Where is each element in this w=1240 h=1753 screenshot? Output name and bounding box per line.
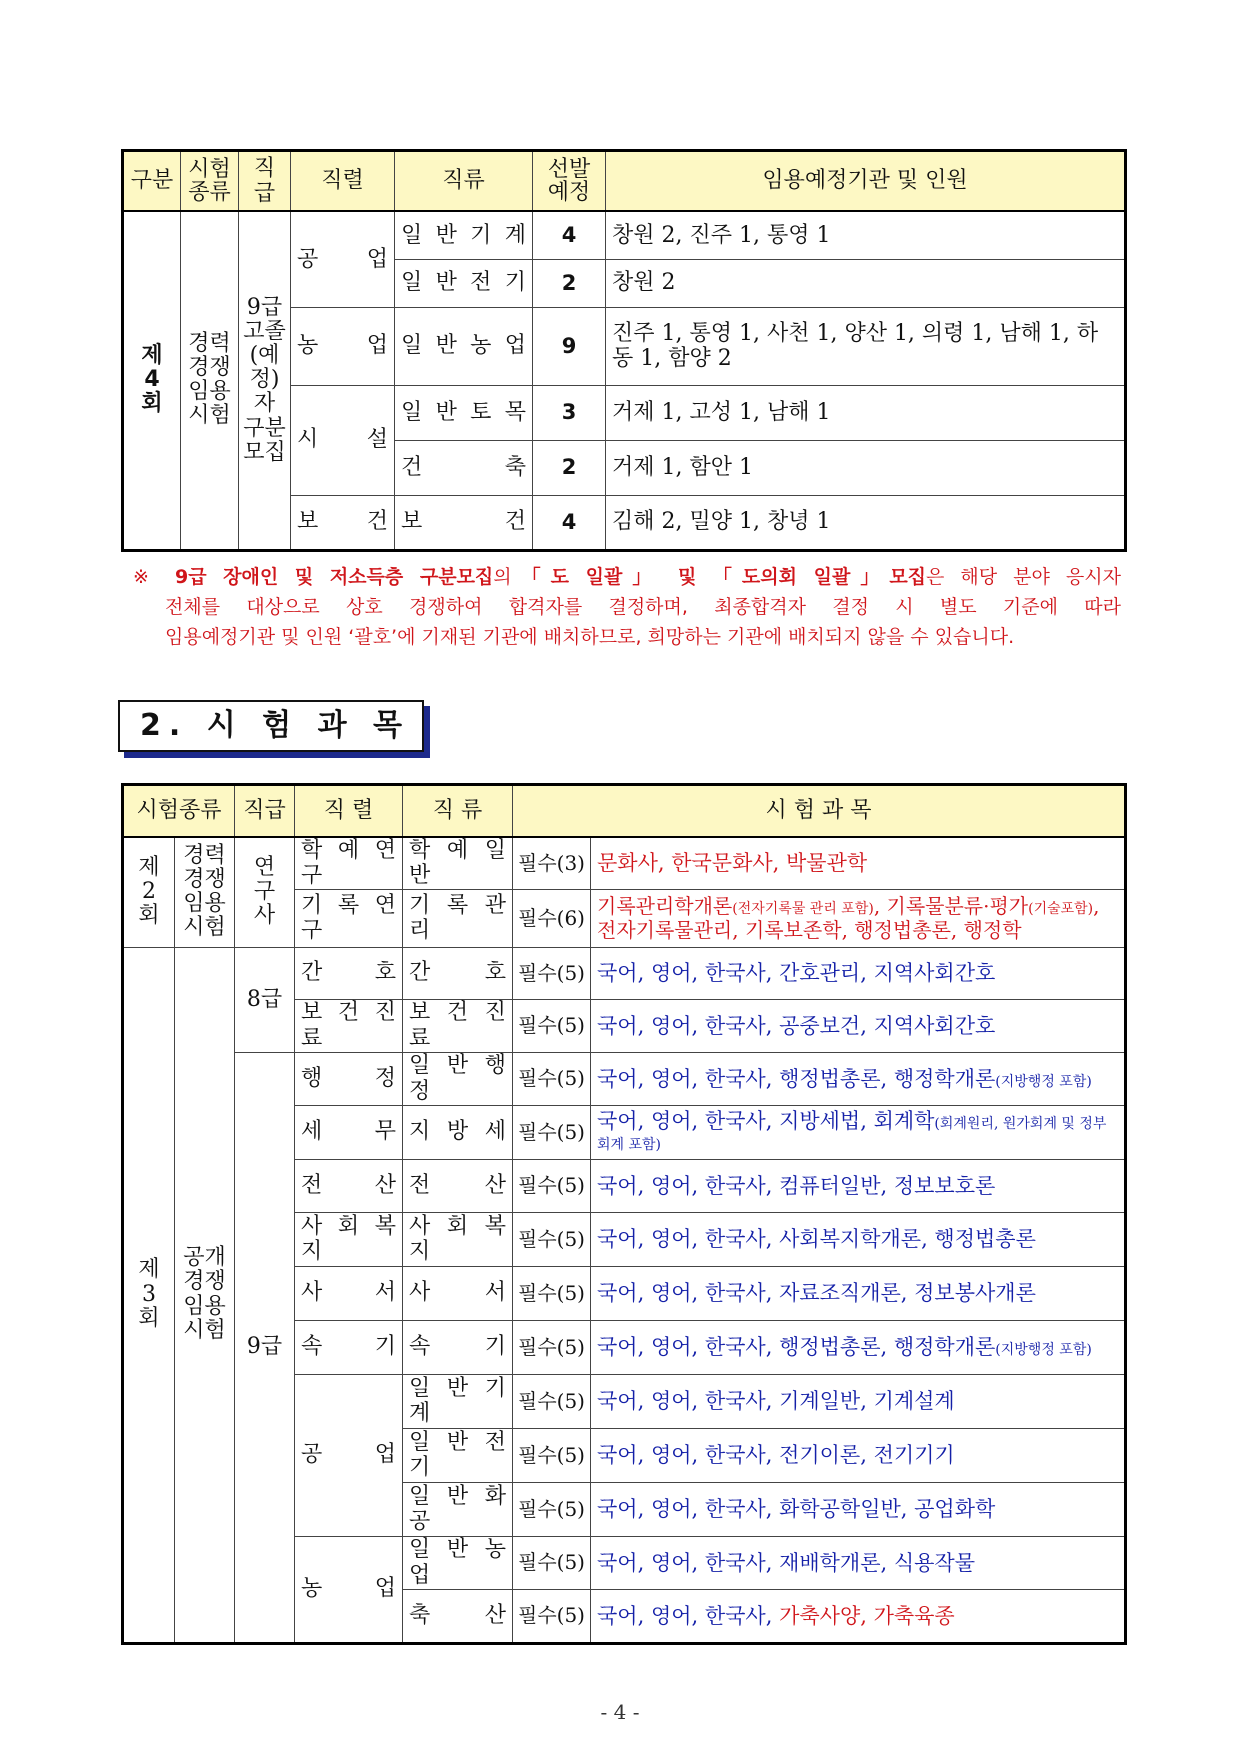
count-cell: 2 [533, 259, 606, 307]
kind-cell: 건 축 [395, 440, 533, 495]
kind-cell: 학 예 일 반 [403, 837, 513, 889]
kind-cell: 보 건 [395, 495, 533, 550]
header-exam-type: 시험 종류 [181, 151, 239, 212]
required-cell: 필수(5) [513, 999, 591, 1052]
table-header-row [123, 785, 1126, 838]
table-row [123, 1052, 1126, 1105]
series-cell: 세 무 [295, 1105, 403, 1159]
table-header-row [123, 151, 1126, 212]
kind-cell: 일 반 농 업 [403, 1536, 513, 1589]
kind-cell: 일 반 화 공 [403, 1482, 513, 1536]
series-cell: 사 서 [295, 1266, 403, 1320]
kind-cell: 속 기 [403, 1320, 513, 1374]
notice-line-1: ※ 9급 장애인 및 저소득층 구분모집의「도 일괄」 및 「도의회 일괄」모집은 해당 분야 응시자 [133, 566, 1121, 588]
kind-cell: 간 호 [403, 947, 513, 999]
table-row [123, 211, 1126, 259]
exam-type-cell: 공개 경쟁 임용 시험 [175, 947, 235, 1643]
kind-cell: 일 반 농 업 [395, 307, 533, 385]
subjects-cell: 국어, 영어, 한국사, 행정법총론, 행정학개론(지방행정 포함) [591, 1052, 1126, 1105]
series-cell: 속 기 [295, 1320, 403, 1374]
subjects-cell: 문화사, 한국문화사, 박물관학 [591, 837, 1126, 889]
series-cell: 행 정 [295, 1052, 403, 1105]
division-cell: 제 2 회 [123, 837, 175, 947]
header-grade: 직급 [239, 151, 291, 212]
header-kind: 직 류 [403, 785, 513, 838]
grade-cell: 연 구 사 [235, 837, 295, 947]
subjects-cell: 국어, 영어, 한국사, 자료조직개론, 정보봉사개론 [591, 1266, 1126, 1320]
agencies-cell: 거제 1, 함안 1 [606, 440, 1126, 495]
table-row [123, 837, 1126, 889]
series-cell: 농 업 [291, 307, 395, 385]
table-row [123, 947, 1126, 999]
subjects-cell: 기록관리학개론(전자기록물 관리 포함), 기록물분류·평가(기술포함), 전자기록물관리, 기록보존학, 행정법총론, 행정학 [591, 889, 1126, 947]
kind-cell: 일 반 전 기 [403, 1428, 513, 1482]
required-cell: 필수(5) [513, 1374, 591, 1428]
count-cell: 3 [533, 385, 606, 440]
series-cell: 시 설 [291, 385, 395, 495]
notice-text [133, 562, 1121, 652]
agencies-cell: 진주 1, 통영 1, 사천 1, 양산 1, 의령 1, 남해 1, 하동 1, 함양 2 [606, 307, 1126, 385]
series-cell: 사 회 복 지 [295, 1212, 403, 1266]
subjects-cell: 국어, 영어, 한국사, 사회복지학개론, 행정법총론 [591, 1212, 1126, 1266]
exam-type-cell: 경력 경쟁 임용 시험 [181, 211, 239, 550]
kind-cell: 사 서 [403, 1266, 513, 1320]
subjects-cell: 국어, 영어, 한국사, 기계일반, 기계설계 [591, 1374, 1126, 1428]
required-cell: 필수(5) [513, 1052, 591, 1105]
required-cell: 필수(5) [513, 1536, 591, 1589]
kind-cell: 기 록 관 리 [403, 889, 513, 947]
required-cell: 필수(5) [513, 1159, 591, 1212]
kind-cell: 일 반 기 계 [395, 211, 533, 259]
grade-cell: 9급 [235, 1052, 295, 1643]
count-cell: 2 [533, 440, 606, 495]
kind-cell: 보 건 진 료 [403, 999, 513, 1052]
agencies-cell: 창원 2, 진주 1, 통영 1 [606, 211, 1126, 259]
agencies-cell: 거제 1, 고성 1, 남해 1 [606, 385, 1126, 440]
series-cell: 기 록 연 구 [295, 889, 403, 947]
grade-cell: 9급 고졸 (예정) 자 구분 모집 [239, 211, 291, 550]
required-cell: 필수(5) [513, 1105, 591, 1159]
count-cell: 4 [533, 495, 606, 550]
required-cell: 필수(5) [513, 1428, 591, 1482]
required-cell: 필수(3) [513, 837, 591, 889]
subjects-cell: 국어, 영어, 한국사, 행정법총론, 행정학개론(지방행정 포함) [591, 1320, 1126, 1374]
series-cell: 보 건 진 료 [295, 999, 403, 1052]
agencies-cell: 창원 2 [606, 259, 1126, 307]
series-cell: 농 업 [295, 1536, 403, 1643]
page-number: - 4 - [600, 1700, 640, 1724]
header-exam-type: 시험종류 [123, 785, 235, 838]
subjects-cell: 국어, 영어, 한국사, 지방세법, 회계학(회계원리, 원가회계 및 정부회계 포함) [591, 1105, 1126, 1159]
series-cell: 공 업 [295, 1374, 403, 1536]
kind-cell: 축 산 [403, 1589, 513, 1643]
kind-cell: 일 반 행 정 [403, 1052, 513, 1105]
required-cell: 필수(5) [513, 1266, 591, 1320]
kind-cell: 일 반 전 기 [395, 259, 533, 307]
required-cell: 필수(5) [513, 1482, 591, 1536]
subjects-cell: 국어, 영어, 한국사, 재배학개론, 식용작물 [591, 1536, 1126, 1589]
series-cell: 공 업 [291, 211, 395, 307]
agencies-cell: 김해 2, 밀양 1, 창녕 1 [606, 495, 1126, 550]
header-series: 직렬 [291, 151, 395, 212]
header-count: 선발 예정 [533, 151, 606, 212]
subjects-cell: 국어, 영어, 한국사, 화학공학일반, 공업화학 [591, 1482, 1126, 1536]
kind-cell: 사 회 복 지 [403, 1212, 513, 1266]
reference-mark-icon: ※ [133, 566, 159, 588]
header-division: 구분 [123, 151, 181, 212]
required-cell: 필수(5) [513, 1589, 591, 1643]
division-cell: 제 3 회 [123, 947, 175, 1643]
series-cell: 간 호 [295, 947, 403, 999]
kind-cell: 지 방 세 [403, 1105, 513, 1159]
section-title: 2. 시 험 과 목 [118, 700, 424, 752]
subjects-cell: 국어, 영어, 한국사, 전기이론, 전기기기 [591, 1428, 1126, 1482]
series-cell: 전 산 [295, 1159, 403, 1212]
kind-cell: 전 산 [403, 1159, 513, 1212]
kind-cell: 일 반 기 계 [403, 1374, 513, 1428]
required-cell: 필수(5) [513, 1212, 591, 1266]
notice-line-3: 임용예정기관 및 인원 ‘괄호’에 기재된 기관에 배치하므로, 희망하는 기관에 배치되지 않을 수 있습니다. [165, 626, 1015, 648]
header-kind: 직류 [395, 151, 533, 212]
header-series: 직 렬 [295, 785, 403, 838]
division-cell: 제 4 회 [123, 211, 181, 550]
subjects-cell: 국어, 영어, 한국사, 공중보건, 지역사회간호 [591, 999, 1126, 1052]
exam-subjects-table [121, 783, 1127, 1645]
notice-line-2: 전체를 대상으로 상호 경쟁하여 합격자를 결정하며, 최종합격자 결정 시 별도 기준에 따라 [165, 596, 1121, 618]
subjects-cell: 국어, 영어, 한국사, 가축사양, 가축육종 [591, 1589, 1126, 1643]
required-cell: 필수(5) [513, 947, 591, 999]
count-cell: 4 [533, 211, 606, 259]
header-grade: 직급 [235, 785, 295, 838]
grade-cell: 8급 [235, 947, 295, 1052]
header-subjects: 시 험 과 목 [513, 785, 1126, 838]
count-cell: 9 [533, 307, 606, 385]
required-cell: 필수(6) [513, 889, 591, 947]
series-cell: 보 건 [291, 495, 395, 550]
recruitment-table [121, 149, 1127, 552]
subjects-cell: 국어, 영어, 한국사, 컴퓨터일반, 정보보호론 [591, 1159, 1126, 1212]
required-cell: 필수(5) [513, 1320, 591, 1374]
series-cell: 학 예 연 구 [295, 837, 403, 889]
kind-cell: 일 반 토 목 [395, 385, 533, 440]
header-agencies: 임용예정기관 및 인원 [606, 151, 1126, 212]
exam-type-cell: 경력 경쟁 임용 시험 [175, 837, 235, 947]
subjects-cell: 국어, 영어, 한국사, 간호관리, 지역사회간호 [591, 947, 1126, 999]
